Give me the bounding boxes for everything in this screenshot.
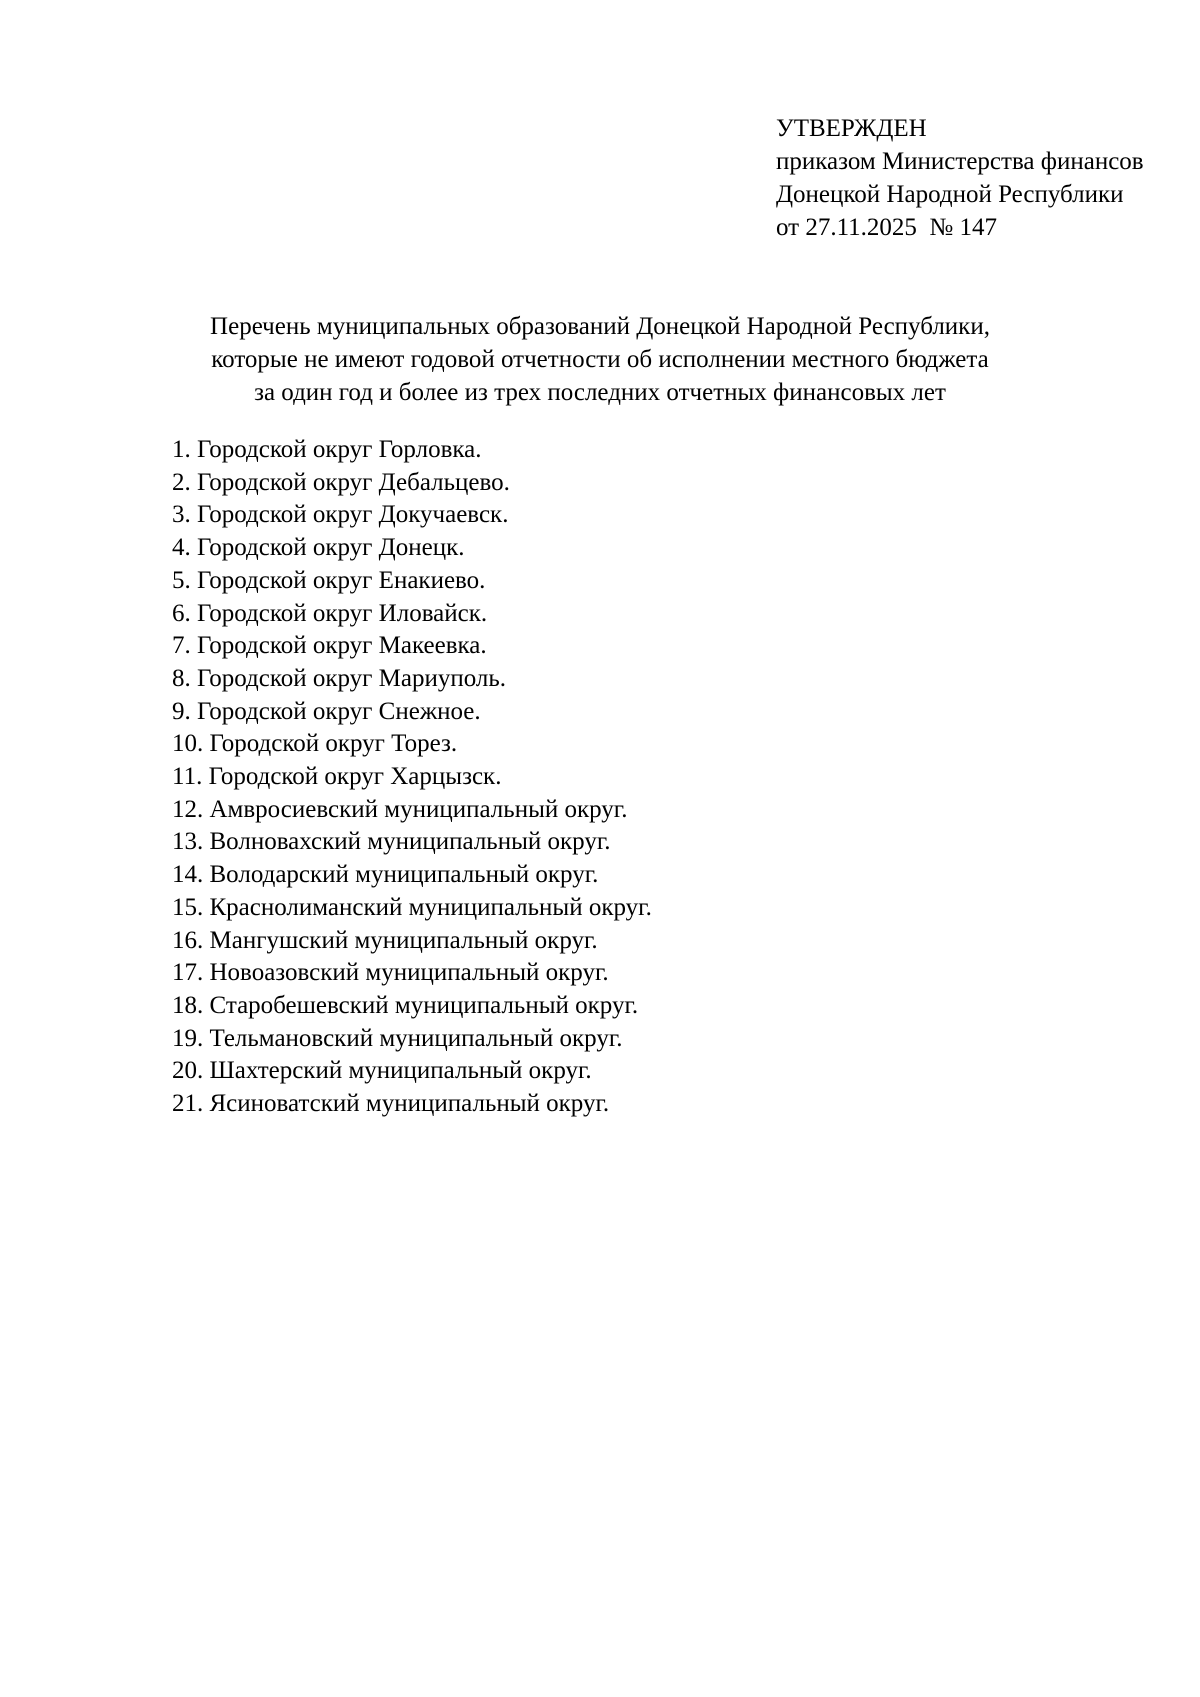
list-item: 19. Тельмановский муниципальный округ. [172,1024,623,1052]
list-item: 5. Городской округ Енакиево. [172,566,486,594]
list-item: 14. Володарский муниципальный округ. [172,861,599,889]
title-line-2: которые не имеют годовой отчетности об исполнении местного бюджета [211,346,989,373]
approval-heading: УТВЕРЖДЕН [776,115,927,142]
document-title [120,310,1080,409]
list-item: 3. Городской округ Докучаевск. [172,501,509,529]
list-item: 2. Городской округ Дебальцево. [172,468,510,496]
title-line-3: за один год и более из трех последних отчетных финансовых лет [254,379,946,406]
list-item: 1. Городской округ Горловка. [172,436,482,463]
list-item: 9. Городской округ Снежное. [172,697,481,725]
list-item: 10. Городской округ Торез. [172,730,458,758]
list-item: 15. Краснолиманский муниципальный округ. [172,893,652,921]
list-item: 21. Ясиноватский муниципальный округ. [172,1090,610,1118]
list-item: 16. Мангушский муниципальный округ. [172,926,598,954]
approval-block [776,112,1144,244]
list-item: 8. Городской округ Мариуполь. [172,664,507,692]
approval-date-number: от 27.11.2025 № 147 [776,214,998,241]
list-item: 4. Городской округ Донецк. [172,534,465,562]
title-line-1: Перечень муниципальных образований Донецкой Народной Республики, [210,313,990,340]
list-item: 11. Городской округ Харцызск. [172,763,502,791]
list-item: 20. Шахтерский муниципальный округ. [172,1057,592,1085]
approval-order-line: приказом Министерства финансов [776,148,1144,175]
list-item: 18. Старобешевский муниципальный округ. [172,991,639,1019]
approval-republic-line: Донецкой Народной Республики [776,181,1124,208]
list-item: 17. Новоазовский муниципальный округ. [172,959,609,987]
list-item: 6. Городской округ Иловайск. [172,599,488,627]
list-item: 12. Амвросиевский муниципальный округ. [172,795,628,823]
list-item: 13. Волновахский муниципальный округ. [172,828,611,856]
list-item: 7. Городской округ Макеевка. [172,632,487,660]
municipality-list [172,434,652,1121]
